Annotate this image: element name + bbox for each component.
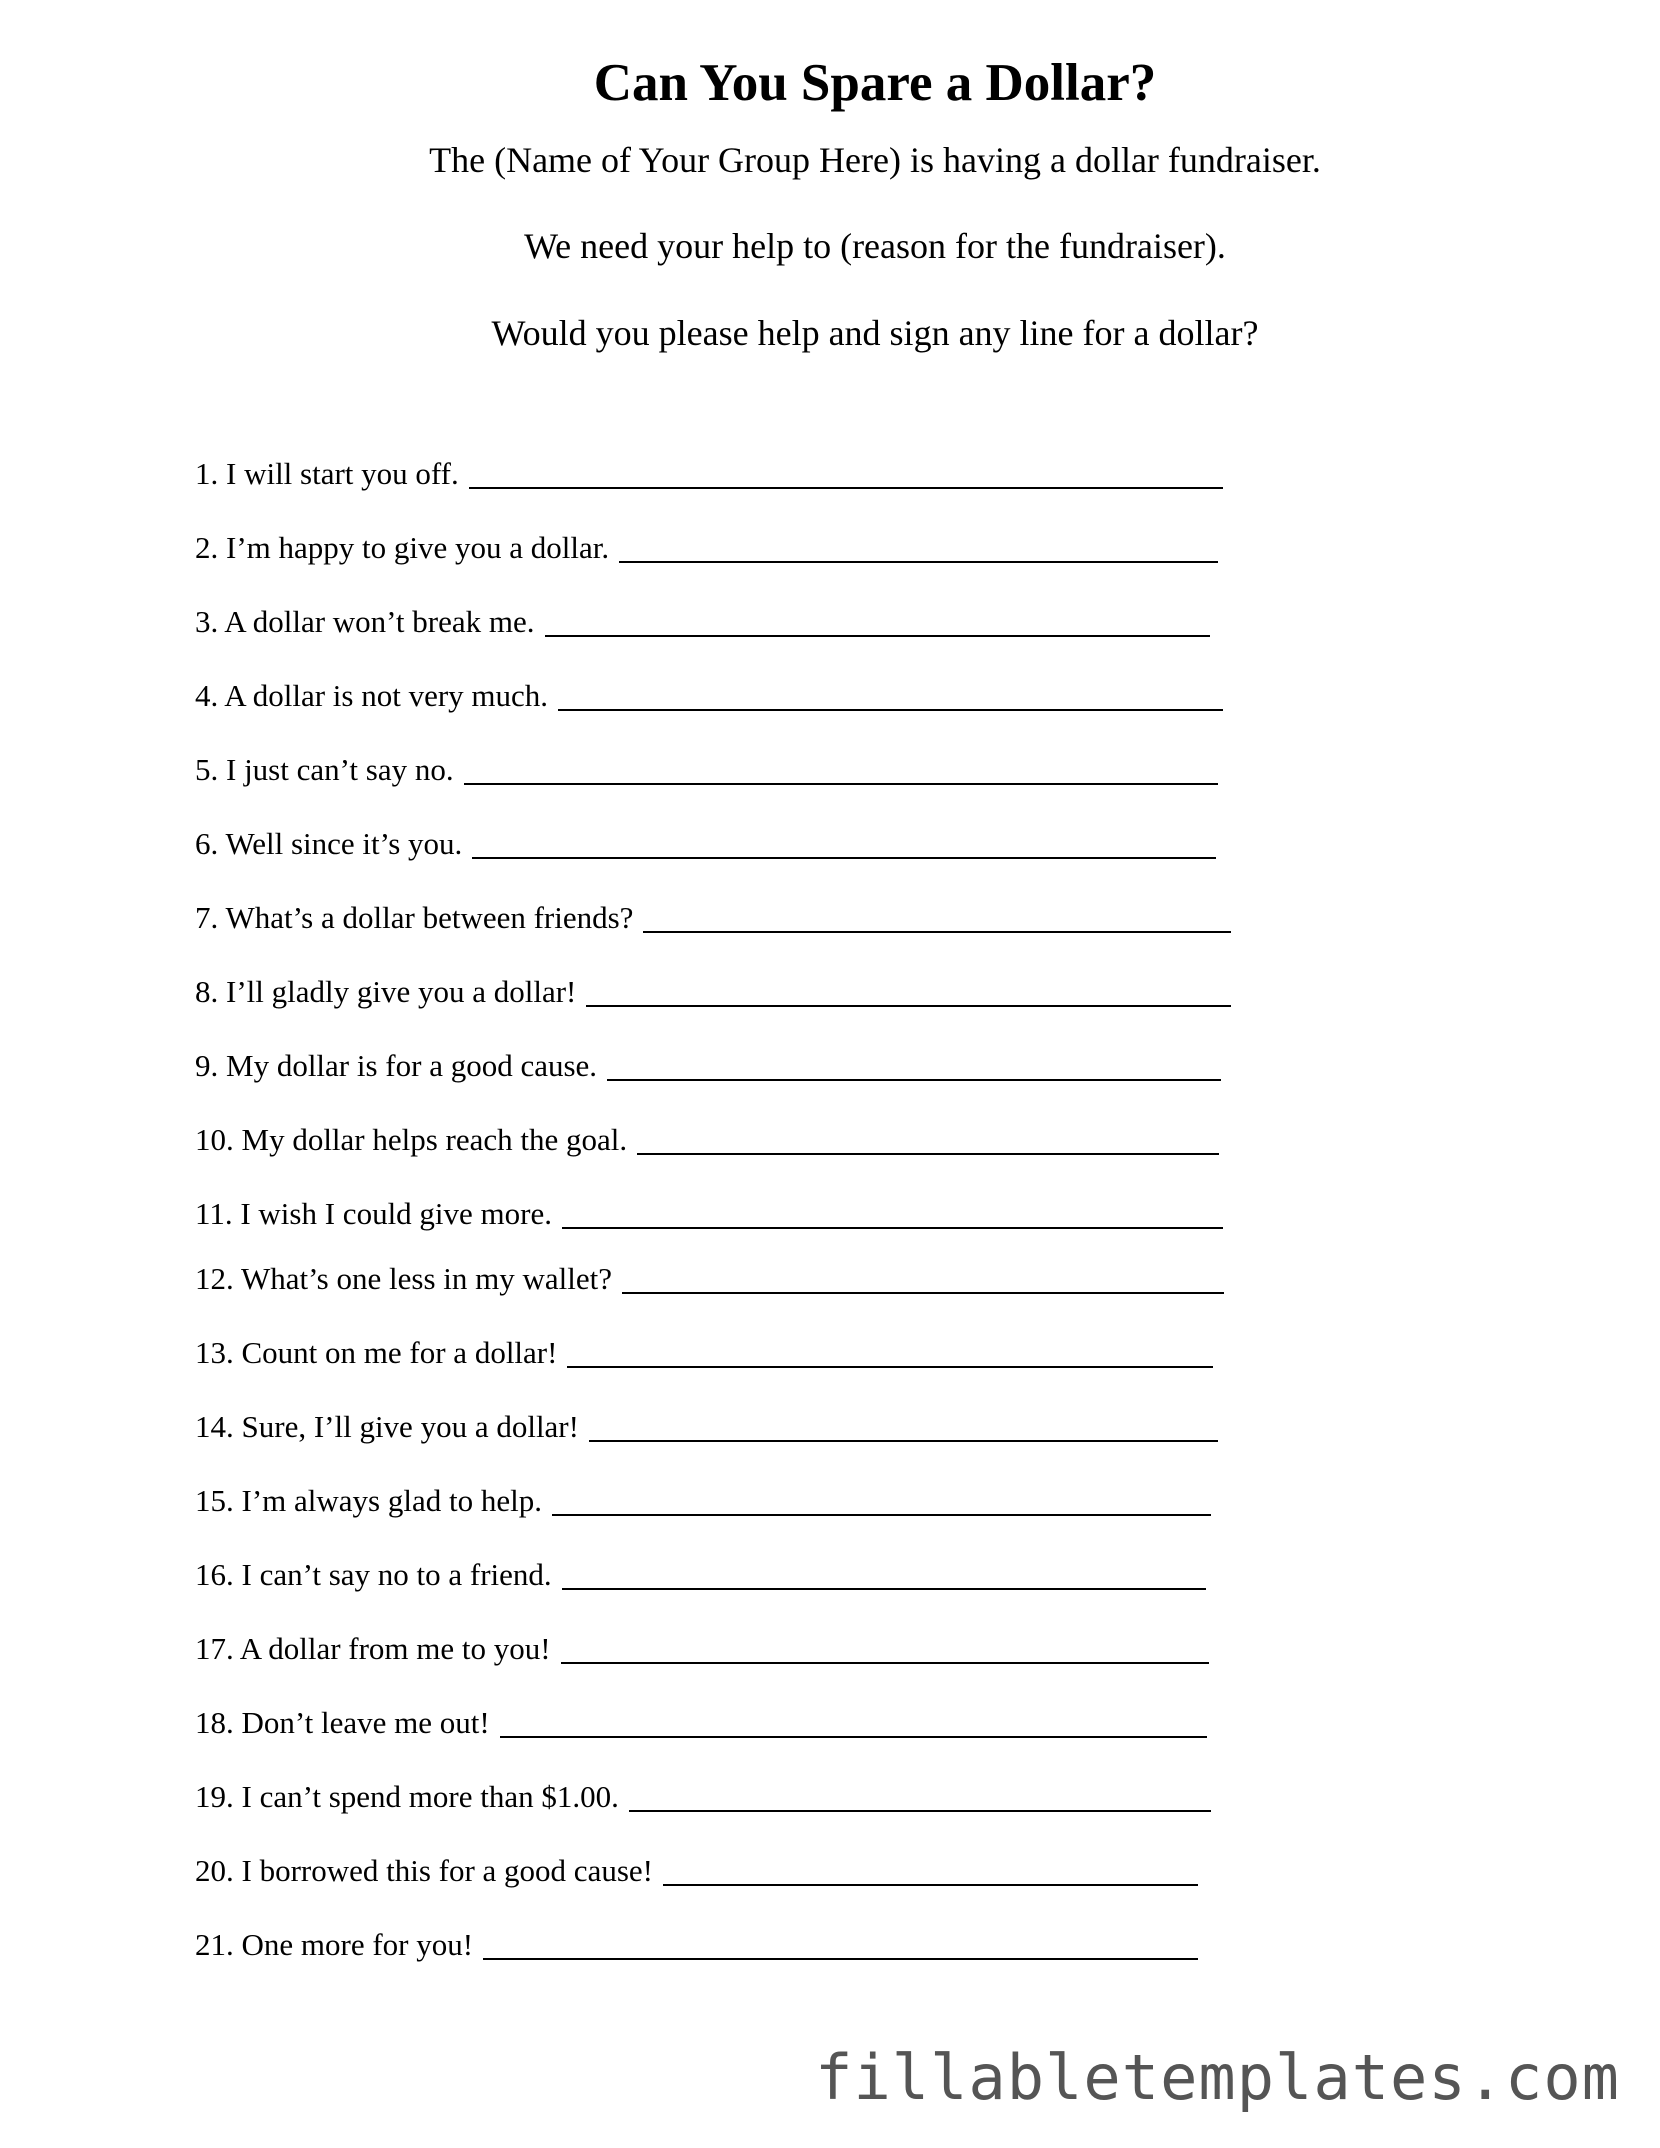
pledge-row [195,1623,1209,1669]
signature-line[interactable] [469,457,1223,489]
pledge-row [195,1253,1224,1299]
pledge-row [195,1327,1213,1373]
signature-line[interactable] [663,1854,1198,1886]
pledge-label: 21. One more for you! [195,1927,474,1962]
signature-line[interactable] [562,1558,1206,1590]
signature-line[interactable] [500,1706,1207,1738]
signature-line[interactable] [622,1262,1224,1294]
pledge-row [195,1771,1211,1817]
signature-line[interactable] [607,1049,1221,1081]
pledge-row [195,1919,1198,1965]
signature-line[interactable] [545,605,1210,637]
pledge-row [195,596,1210,642]
signature-line[interactable] [472,827,1216,859]
pledge-label: 2. I’m happy to give you a dollar. [195,530,610,565]
pledge-label: 13. Count on me for a dollar! [195,1335,558,1370]
pledge-label: 20. I borrowed this for a good cause! [195,1853,653,1888]
pledge-label: 7. What’s a dollar between friends? [195,900,634,935]
pledge-row [195,1845,1198,1891]
pledge-row [195,1475,1211,1521]
pledge-label: 1. I will start you off. [195,456,459,491]
pledge-row [195,1040,1221,1086]
signature-line[interactable] [483,1928,1198,1960]
signature-line[interactable] [589,1410,1218,1442]
pledge-label: 14. Sure, I’ll give you a dollar! [195,1409,579,1444]
pledge-row [195,744,1218,790]
pledge-row [195,1114,1219,1160]
signature-line[interactable] [558,679,1223,711]
pledge-row [195,448,1223,494]
pledge-label: 8. I’ll gladly give you a dollar! [195,974,577,1009]
pledge-label: 9. My dollar is for a good cause. [195,1048,598,1083]
signature-line[interactable] [629,1780,1211,1812]
pledge-row [195,1188,1223,1234]
pledge-label: 19. I can’t spend more than $1.00. [195,1779,619,1814]
pledge-label: 4. A dollar is not very much. [195,678,549,713]
pledge-label: 18. Don’t leave me out! [195,1705,490,1740]
signature-line[interactable] [637,1123,1219,1155]
pledge-label: 17. A dollar from me to you! [195,1631,551,1666]
pledge-label: 11. I wish I could give more. [195,1196,552,1231]
signature-line[interactable] [552,1484,1211,1516]
signature-line[interactable] [567,1336,1213,1368]
watermark: fillabletemplates.com [815,2041,1620,2114]
page-title: Can You Spare a Dollar? [593,54,1157,112]
pledge-label: 15. I’m always glad to help. [195,1483,542,1518]
signature-line[interactable] [561,1632,1209,1664]
pledge-label: 5. I just can’t say no. [195,752,454,787]
intro-line-reason: We need your help to (reason for the fundraiser). [524,226,1226,266]
signature-line[interactable] [643,901,1231,933]
signature-line[interactable] [586,975,1231,1007]
pledge-row [195,670,1223,716]
intro-line-request: Would you please help and sign any line for a dollar? [491,313,1259,353]
pledge-row [195,1549,1206,1595]
pledge-label: 10. My dollar helps reach the goal. [195,1122,628,1157]
pledge-row [195,1697,1207,1743]
signature-line[interactable] [619,531,1218,563]
pledge-row [195,818,1216,864]
pledge-label: 3. A dollar won’t break me. [195,604,535,639]
pledge-label: 6. Well since it’s you. [195,826,463,861]
signature-line[interactable] [562,1197,1223,1229]
pledge-row [195,892,1231,938]
pledge-label: 12. What’s one less in my wallet? [195,1261,612,1296]
intro-line-group: The (Name of Your Group Here) is having a dollar fundraiser. [429,140,1321,180]
signature-line[interactable] [464,753,1218,785]
pledge-label: 16. I can’t say no to a friend. [195,1557,552,1592]
pledge-row [195,1401,1218,1447]
pledge-row [195,966,1231,1012]
pledge-row [195,522,1218,568]
